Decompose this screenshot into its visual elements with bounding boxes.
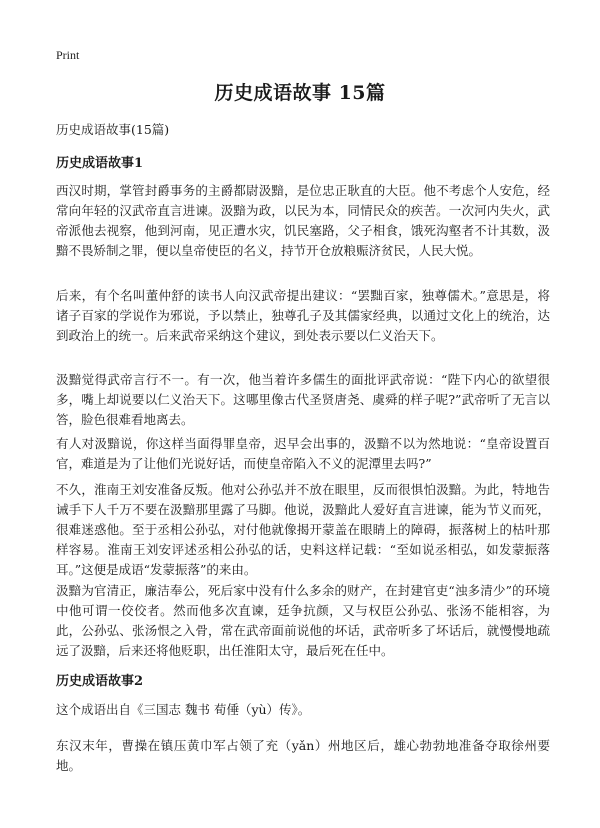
document-subtitle: 历史成语故事(15篇) [56,122,170,137]
paragraph: 东汉末年，曹操在镇压黄巾军占领了充（yǎn）州地区后，雄心勃勃地准备夺取徐州要地。 [56,738,550,773]
paragraph: 西汉时期，掌管封爵事务的主爵都尉汲黯，是位忠正耿直的大臣。他不考虑个人安危，经常向年轻的汉武帝直言进谏。汲黯为政，以民为本，同情民众的疾苦。一次河内失火，武帝派他去视察，他到河南，见正遭水灾，饥民塞路，父子相食，饿死沟壑者不计其数，汲黯不畏矫制之罪，便以皇帝使臣的名义，持节开仓放粮赈济贫民，人民大悦。 [56,183,550,258]
paragraph: 不久，淮南王刘安准备反叛。他对公孙弘并不放在眼里，反而很惧怕汲黯。为此，特地告诫手下人千万不要在汲黯那里露了马脚。他说，汲黯此人爱好直言进谏，能为节义而死，很难迷惑他。至于丞相公孙弘，对付他就像揭开蒙盖在眼睛上的障碍，振落树上的枯叶那样容易。淮南王刘安评述丞相公孙弘的话，史料这样记载：“至如说丞相弘，如发蒙振落耳。”这便是成语“发蒙振落”的来由。 [56,482,550,577]
print-link[interactable]: Print [56,48,80,62]
paragraph: 有人对汲黯说，你这样当面得罪皇帝，迟早会出事的，汲黯不以为然地说：“皇帝设置百官，难道是为了让他们光说好话，而使皇帝陷入不义的泥潭里去吗?” [56,436,550,471]
section-heading-2: 历史成语故事2 [56,674,144,689]
paragraph: 汲黯为官清正，廉洁奉公，死后家中没有什么多余的财产，在封建官吏“浊多清少”的环境中他可谓一佼佼者。然而他多次直谏，廷争抗颜，又与权臣公孙弘、张汤不能相容，为此，公孙弘、张汤恨之入骨，常在武帝面前说他的坏话，武帝听多了坏话后，就慢慢地疏远了汲黯，后来还将他贬职，出任淮阳太守，最后死在任中。 [56,583,550,658]
paragraph: 汲黯觉得武帝言行不一。有一次，他当着许多儒生的面批评武帝说：“陛下内心的欲望很多，嘴上却说要以仁义治天下。这哪里像古代圣贤唐尧、虞舜的样子呢?”武帝听了无言以答，脸色很难看地离去。 [56,372,551,427]
paragraph: 后来，有个名叫董仲舒的读书人向汉武帝提出建议：“罢黜百家，独尊儒术。”意思是，将诸子百家的学说作为邪说，予以禁止，独尊孔子及其儒家经典，以通过文化上的统治，达到政治上的统一。后来武帝采纳这个建议，到处表示要以仁义治天下。 [56,288,550,343]
section-heading-1: 历史成语故事1 [56,156,144,171]
paragraph: 这个成语出自《三国志 魏书 荀倕（yù）传》。 [56,702,311,717]
document-title: 历史成语故事 15篇 [214,82,386,104]
